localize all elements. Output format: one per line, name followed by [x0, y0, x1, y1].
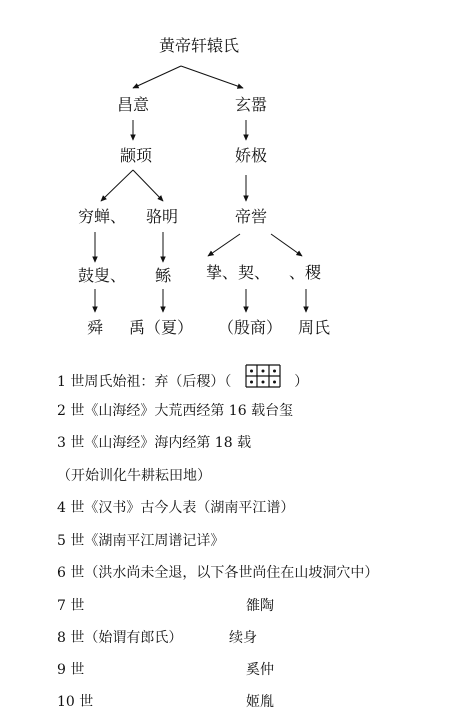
- node-shun: 舜: [86, 318, 104, 337]
- ancestor-name: 姬胤: [246, 694, 274, 710]
- node-zhoushi: 周氏: [297, 318, 331, 337]
- ancient-character-icon: [242, 363, 284, 389]
- list-item: [57, 629, 417, 647]
- list-item: 2 世《山海经》大荒西经第 16 载台玺: [57, 403, 294, 419]
- generation-label: 8 世（始谓有郎氏）: [57, 630, 183, 646]
- list-item: 4 世《汉书》古今人表（湖南平江谱）: [57, 500, 295, 516]
- ancestor-name: 续身: [229, 630, 257, 646]
- generation-label: 7 世: [57, 598, 85, 614]
- node-zhi-qi: 挚、契、: [205, 263, 271, 282]
- line-text: 1 世周氏始祖：弃（后稷）（: [57, 374, 232, 390]
- list-item: [57, 661, 417, 679]
- generation-label: 9 世: [57, 662, 85, 678]
- node-yu-xia: 禹（夏）: [128, 318, 194, 337]
- node-ji: 、稷: [288, 263, 322, 282]
- node-xuanxiao: 玄嚣: [234, 95, 268, 114]
- list-item: [57, 597, 417, 615]
- ancestor-name: 雒陶: [246, 598, 274, 614]
- node-qiongchan: 穷蝉、: [77, 207, 127, 226]
- line-tail: ）: [294, 374, 309, 390]
- node-zhuanxu: 颛顼: [119, 146, 153, 165]
- node-dixu: 帝喾: [234, 207, 268, 226]
- list-item: 6 世（洪水尚未全退，以下各世尚住在山坡洞穴中）: [57, 565, 379, 581]
- node-gusou: 鼓叟、: [77, 266, 127, 285]
- generation-label: 10 世: [57, 694, 94, 710]
- list-item: （开始训化牛耕耘田地）: [57, 468, 211, 484]
- list-item: [57, 369, 308, 395]
- list-item: 5 世《湖南平江周谱记详》: [57, 533, 225, 549]
- list-item: 3 世《山海经》海内经第 18 载: [57, 435, 252, 451]
- list-item: [57, 693, 417, 711]
- node-jiaoji: 娇极: [234, 146, 268, 165]
- node-changyi: 昌意: [116, 95, 150, 114]
- node-huangdi: 黄帝轩辕氏: [158, 36, 240, 55]
- ancestor-name: 奚仲: [246, 662, 274, 678]
- node-yinshang: （殷商）: [217, 318, 283, 337]
- node-gun: 鲧: [154, 266, 172, 285]
- node-luoming: 骆明: [145, 207, 179, 226]
